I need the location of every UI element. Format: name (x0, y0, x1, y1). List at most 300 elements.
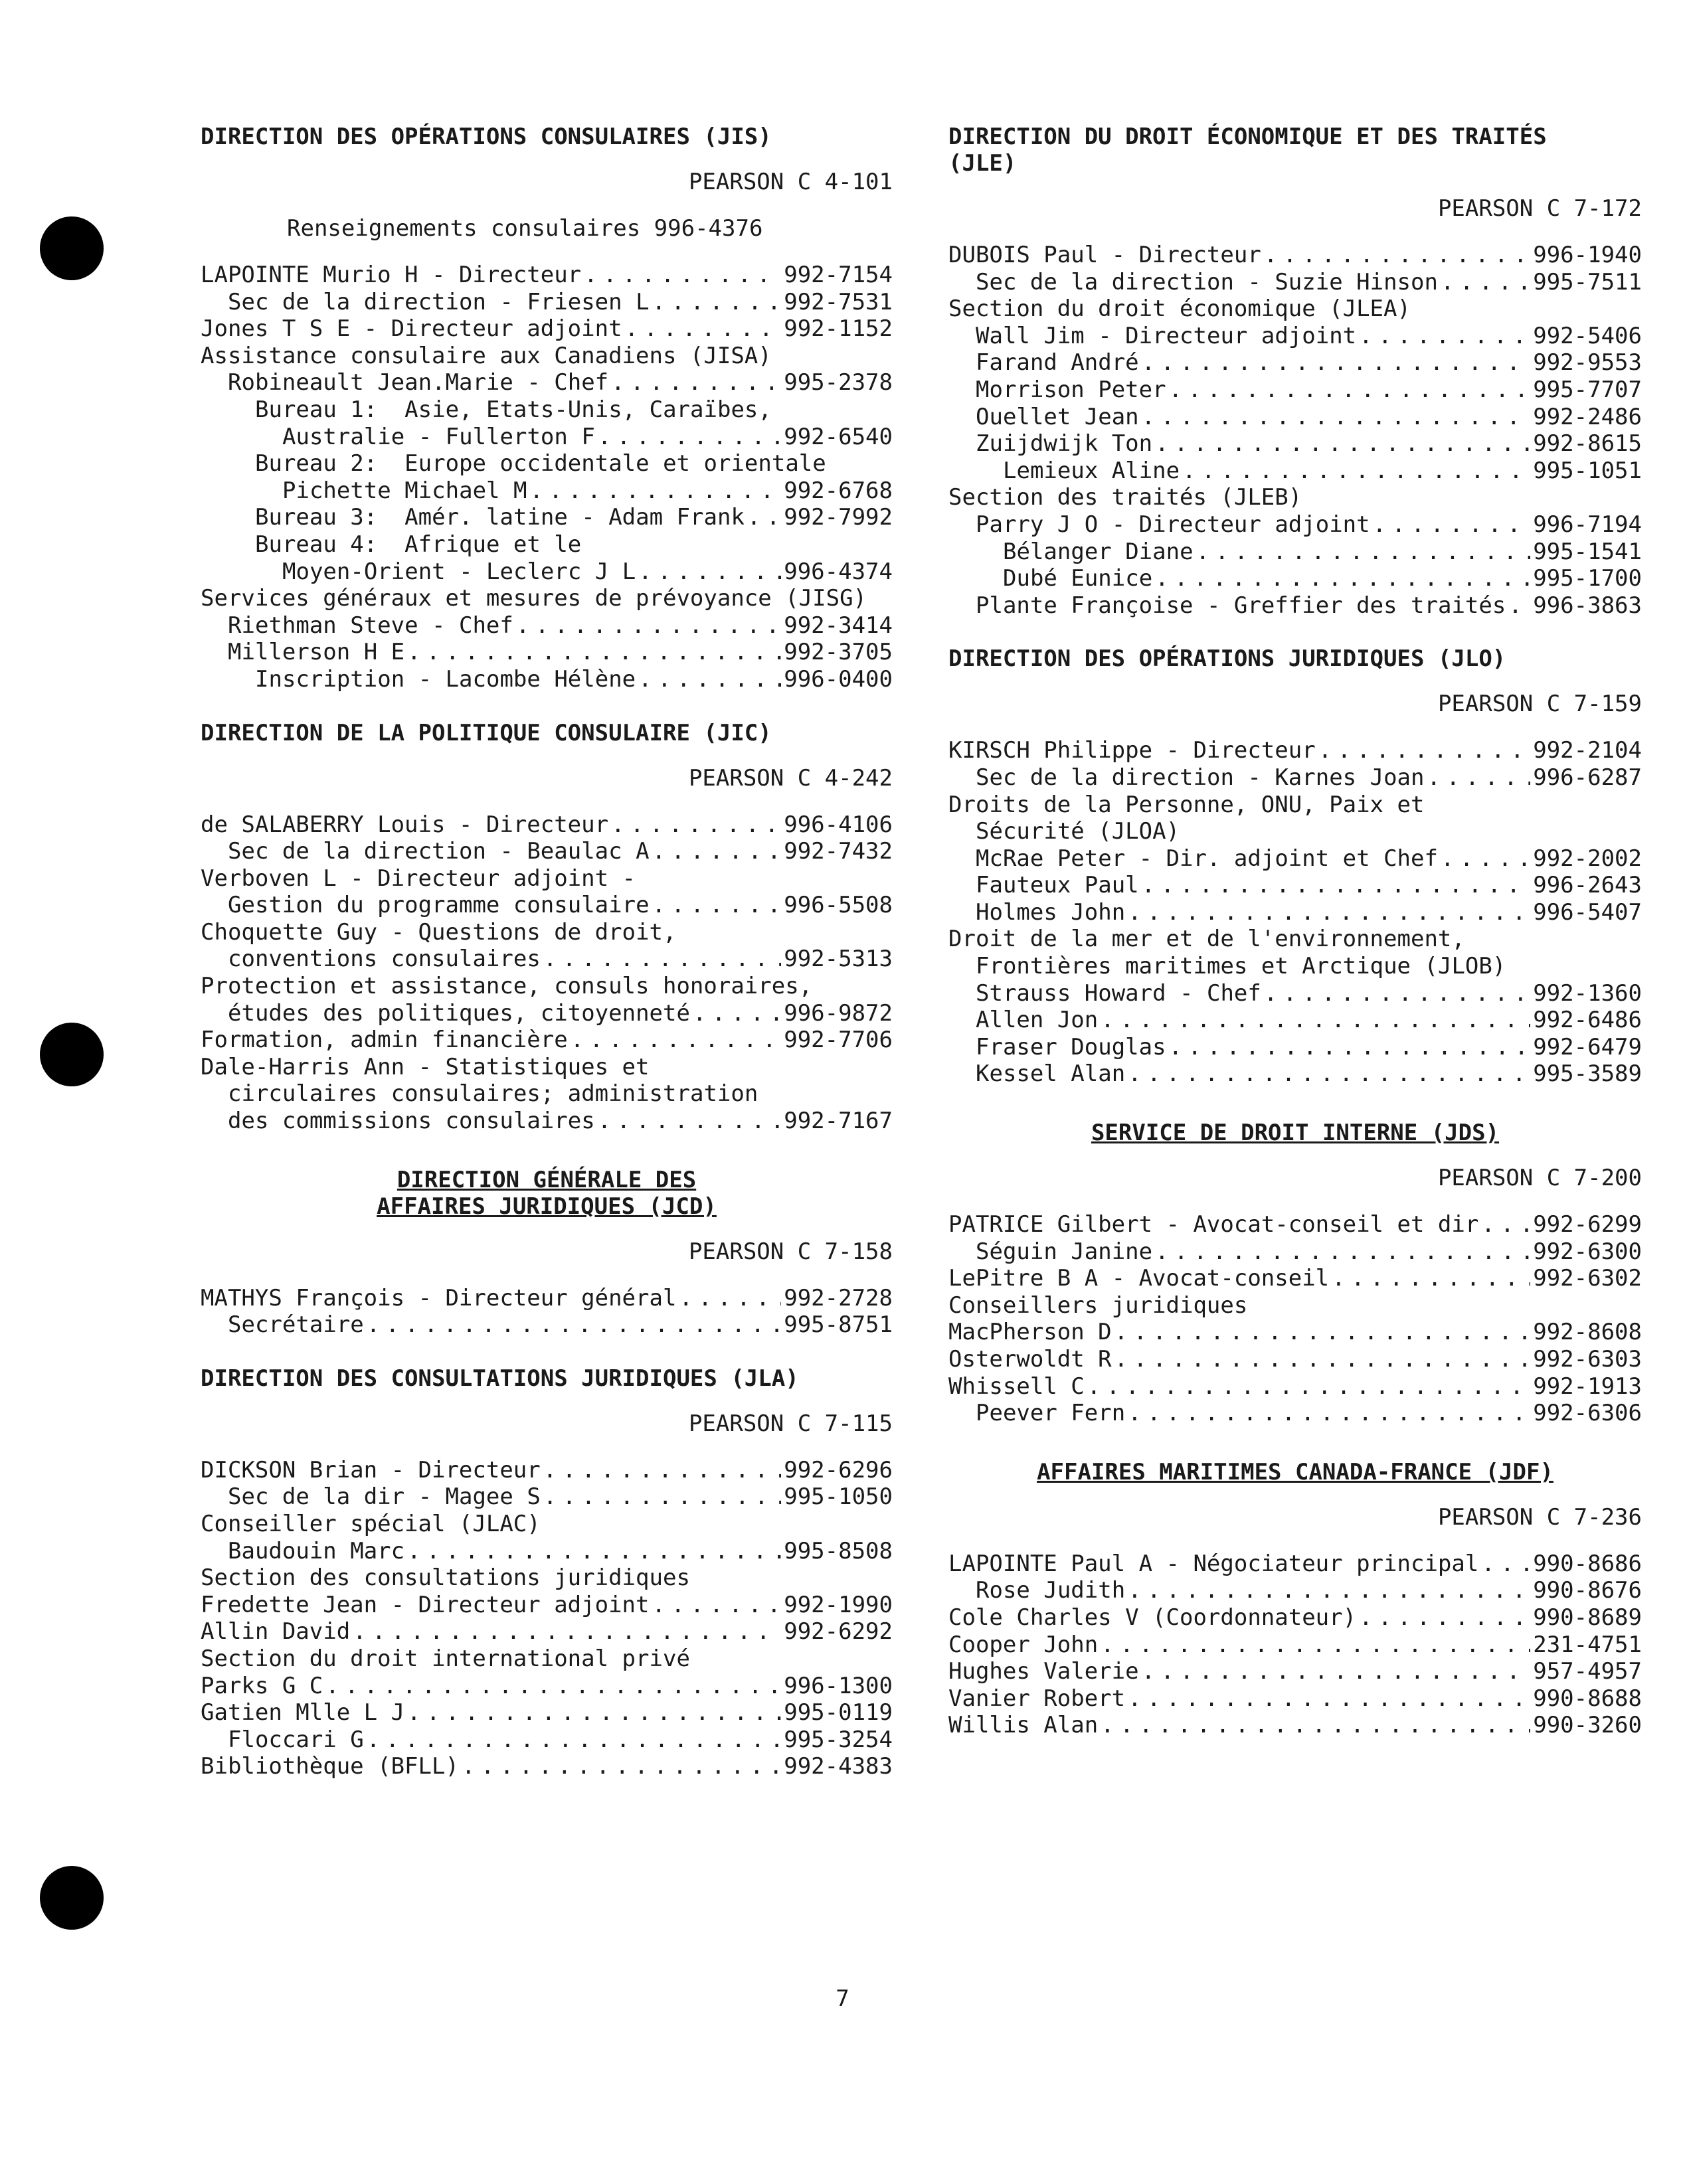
entry-name: Jones T S E - Directeur adjoint (201, 315, 622, 343)
dot-leader (1155, 565, 1530, 592)
phone-number: 996-5407 (1533, 898, 1642, 926)
dot-leader (1359, 1604, 1530, 1632)
dot-leader (516, 612, 781, 639)
phone-number: 996-4106 (784, 811, 893, 838)
directory-section (201, 720, 893, 1135)
directory-entry (201, 1311, 893, 1339)
dot-leader (1481, 1211, 1530, 1238)
directory-entry (948, 430, 1642, 458)
dot-leader (679, 1285, 781, 1312)
directory-entry (201, 1645, 893, 1673)
directory-entry (948, 1632, 1642, 1659)
entry-name: Protection et assistance, consuls honoraires, (201, 973, 813, 1000)
entry-name: Kessel Alan (976, 1060, 1126, 1088)
dot-leader (1114, 1346, 1531, 1373)
dot-leader (1481, 1551, 1530, 1578)
entry-name: Bélanger Diane (1003, 538, 1194, 565)
directory-entry (201, 1726, 893, 1754)
directory-entry (948, 242, 1642, 269)
entry-name: Section des traités (JLEB) (948, 484, 1302, 511)
phone-number: 990-3260 (1533, 1712, 1642, 1739)
phone-number: 992-6292 (784, 1618, 893, 1645)
entry-name: de SALABERRY Louis - Directeur (201, 811, 609, 838)
directory-entry (201, 477, 893, 505)
phone-number: 990-8686 (1533, 1550, 1642, 1577)
room-location: PEARSON C 4-101 (688, 169, 893, 195)
entry-name: Willis Alan (948, 1712, 1099, 1739)
directory-entry (948, 1551, 1642, 1578)
dot-leader (1101, 1632, 1530, 1659)
directory-entry (948, 484, 1642, 511)
entry-name: Cole Charles V (Coordonnateur) (948, 1604, 1357, 1631)
phone-number: 990-8676 (1533, 1577, 1642, 1604)
dot-leader (1169, 1034, 1531, 1061)
phone-number: 995-7511 (1533, 268, 1642, 295)
directory-entry (948, 1400, 1642, 1427)
entry-name: Choquette Guy - Questions de droit, (201, 918, 677, 946)
entry-name: Section des consultations juridiques (201, 1564, 690, 1592)
entry-name: Section du droit économique (JLEA) (948, 295, 1411, 323)
section-heading: DIRECTION DES OPÉRATIONS CONSULAIRES (JIS) (201, 124, 772, 150)
phone-number: 996-0400 (784, 665, 893, 693)
entry-name: Sec de la direction - Suzie Hinson (976, 268, 1438, 295)
entry-name: Gestion du programme consulaire (228, 892, 650, 919)
dot-leader (407, 1699, 781, 1726)
dot-leader (1142, 872, 1531, 899)
phone-number: 992-8615 (1533, 430, 1642, 458)
directory-entry (948, 737, 1642, 764)
room-location: PEARSON C 7-172 (1437, 195, 1642, 222)
phone-number: 992-7432 (784, 838, 893, 865)
phone-number: 995-7707 (1533, 376, 1642, 403)
section-heading-line: AFFAIRES MARITIMES CANADA-FRANCE (JDF) (1037, 1458, 1553, 1485)
entry-name: Floccari G (228, 1726, 364, 1753)
phone-number: 996-1940 (1533, 242, 1642, 268)
directory-entry (948, 377, 1642, 404)
entry-name: Parks G C (201, 1672, 323, 1699)
phone-number: 992-3705 (784, 639, 893, 666)
phone-number: 992-8608 (1533, 1319, 1642, 1346)
entry-name: Zuijdwijk Ton (976, 430, 1153, 458)
dot-leader (529, 477, 781, 505)
entry-name: des commissions consulaires (228, 1108, 595, 1135)
section-heading: DIRECTION DU DROIT ÉCONOMIQUE ET DES TRAITÉS (JLE) (948, 124, 1547, 177)
dot-leader (1169, 377, 1531, 404)
dot-leader (325, 1673, 781, 1700)
directory-entry (201, 504, 893, 531)
phone-number: 995-8751 (784, 1311, 893, 1339)
entry-name: études des politiques, citoyenneté (228, 999, 690, 1027)
directory-entry (201, 946, 893, 973)
directory-entry (201, 892, 893, 919)
dot-leader (1087, 1373, 1531, 1400)
dot-leader (1142, 404, 1531, 431)
phone-number: 992-9553 (1533, 349, 1642, 377)
phone-number: 992-1360 (1533, 979, 1642, 1007)
dot-leader (1373, 511, 1531, 539)
directory-entry (201, 450, 893, 477)
entry-name: LAPOINTE Murio H - Directeur (201, 262, 582, 288)
directory-entry (948, 349, 1642, 377)
entry-name: Holmes John (976, 898, 1126, 926)
directory-entry (948, 511, 1642, 539)
dot-leader (1182, 458, 1530, 485)
entry-name: Cooper John (948, 1631, 1099, 1658)
dot-leader (1155, 1238, 1530, 1266)
directory-entry (948, 953, 1642, 980)
directory-section (201, 1167, 893, 1339)
dot-leader (1128, 1400, 1530, 1427)
phone-number: 992-5313 (784, 946, 893, 973)
phone-number: 992-6479 (1533, 1033, 1642, 1060)
dot-leader (407, 639, 781, 666)
directory-entry (948, 1319, 1642, 1346)
dot-leader (1441, 845, 1530, 873)
directory-entry (201, 973, 893, 1000)
room-location: PEARSON C 7-159 (1437, 691, 1642, 718)
entry-name: Sec de la direction - Beaulac A (228, 838, 650, 865)
directory-entry (948, 792, 1642, 819)
directory-section (201, 124, 893, 693)
directory-entry (948, 458, 1642, 485)
phone-number: 992-1152 (784, 315, 893, 343)
entry-name: Droits de la Personne, ONU, Paix et (948, 791, 1425, 818)
dot-leader (543, 1483, 781, 1511)
entry-name: Allen Jon (976, 1007, 1099, 1034)
directory-entry (201, 865, 893, 892)
dot-leader (543, 946, 781, 973)
directory-entry (201, 396, 893, 424)
phone-number: 992-7167 (784, 1108, 893, 1135)
section-heading-line: DIRECTION GÉNÉRALE DES (397, 1166, 697, 1193)
directory-entry (201, 639, 893, 666)
entry-name: Dubé Eunice (1003, 565, 1153, 592)
entry-name: Séguin Janine (976, 1238, 1153, 1265)
phone-number: 995-2378 (784, 369, 893, 396)
phone-number: 992-6768 (784, 477, 893, 504)
directory-entry (201, 1457, 893, 1484)
directory-entry (948, 872, 1642, 899)
phone-number: 995-1051 (1533, 457, 1642, 484)
entry-name: Bureau 1: Asie, Etats-Unis, Caraïbes, (255, 396, 772, 423)
entry-name: MATHYS François - Directeur général (201, 1284, 677, 1311)
dot-leader (571, 1027, 782, 1054)
room-location: PEARSON C 7-200 (1437, 1165, 1642, 1192)
directory-entry (948, 1712, 1642, 1739)
directory-entry (201, 315, 893, 343)
directory-entry (948, 1265, 1642, 1292)
entry-name: Bureau 3: Amér. latine - Adam Frank (255, 504, 745, 531)
phone-number: 992-7706 (784, 1027, 893, 1054)
dot-leader (1508, 592, 1530, 620)
section-heading: DIRECTION DES OPÉRATIONS JURIDIQUES (JLO) (948, 645, 1506, 673)
entry-name: LePitre B A - Avocat-conseil (948, 1265, 1330, 1292)
directory-entry (948, 1658, 1642, 1685)
entry-name: Morrison Peter (976, 376, 1166, 403)
entry-name: Bibliothèque (BFLL) (201, 1753, 459, 1780)
room-location: PEARSON C 7-115 (688, 1410, 893, 1437)
directory-entry (948, 980, 1642, 1007)
entry-name: Millerson H E (228, 639, 405, 666)
phone-number: 992-6299 (1533, 1211, 1642, 1238)
room-location: PEARSON C 4-242 (688, 764, 893, 792)
entry-name: Secrétaire (228, 1311, 364, 1339)
entry-name: DUBOIS Paul - Directeur (948, 242, 1261, 268)
entry-name: Lemieux Aline (1003, 457, 1180, 484)
dot-leader (407, 1538, 781, 1565)
directory-entry (201, 1054, 893, 1081)
entry-name: Baudouin Marc (228, 1537, 405, 1564)
entry-name: LAPOINTE Paul A - Négociateur principal (948, 1550, 1479, 1577)
punch-hole-top (40, 216, 104, 280)
info-line: Renseignements consulaires 996-4376 (287, 215, 763, 242)
section-heading (948, 1120, 1642, 1146)
directory-entry (948, 269, 1642, 296)
entry-name: McRae Peter - Dir. adjoint et Chef (976, 845, 1438, 872)
dot-leader (367, 1311, 782, 1339)
page-number: 7 (836, 1985, 849, 2012)
dot-leader (1128, 1060, 1530, 1088)
entry-name: Plante Françoise - Greffier des traités (976, 592, 1506, 619)
phone-number: 992-3414 (784, 612, 893, 639)
phone-number: 992-2728 (784, 1284, 893, 1311)
directory-entry (948, 1373, 1642, 1400)
directory-entry (201, 1483, 893, 1511)
entry-name: Fraser Douglas (976, 1033, 1166, 1060)
section-heading: DIRECTION DE LA POLITIQUE CONSULAIRE (JIC) (201, 719, 772, 746)
entry-name: Wall Jim - Directeur adjoint (976, 322, 1357, 349)
dot-leader (747, 504, 781, 531)
phone-number: 995-1050 (784, 1483, 893, 1511)
directory-entry (201, 1564, 893, 1592)
phone-number: 995-8508 (784, 1537, 893, 1564)
directory-entry (948, 1292, 1642, 1319)
section-heading (201, 1167, 893, 1220)
phone-number: 992-6302 (1533, 1265, 1642, 1292)
phone-number: 992-7154 (784, 262, 893, 288)
dot-leader (1101, 1712, 1530, 1739)
entry-name: Strauss Howard - Chef (976, 979, 1261, 1007)
directory-entry (948, 1346, 1642, 1373)
phone-number: 996-2643 (1533, 872, 1642, 899)
entry-name: Droit de la mer et de l'environnement, (948, 926, 1465, 953)
directory-entry (201, 369, 893, 396)
entry-name: Conseillers juridiques (948, 1292, 1248, 1319)
phone-number: 992-7531 (784, 288, 893, 315)
entry-name: Australie - Fullerton F (282, 423, 595, 450)
dot-leader (625, 315, 782, 343)
dot-leader (1359, 323, 1530, 350)
entry-name: Whissell C (948, 1373, 1085, 1400)
entry-name: Ouellet Jean (976, 403, 1139, 430)
section-heading: DIRECTION DES CONSULTATIONS JURIDIQUES (JLA) (201, 1365, 799, 1392)
entry-name: Frontières maritimes et Arctique (JLOB) (976, 953, 1506, 980)
phone-number: 996-5508 (784, 892, 893, 919)
dot-leader (598, 1108, 782, 1135)
directory-entry (948, 845, 1642, 873)
directory-entry (948, 818, 1642, 845)
dot-leader (652, 1592, 782, 1619)
directory-entry (948, 565, 1642, 592)
entry-name: Sec de la direction - Karnes Joan (976, 764, 1425, 791)
phone-number: 996-1300 (784, 1672, 893, 1699)
phone-number: 996-9872 (784, 999, 893, 1027)
phone-number: 992-2002 (1533, 845, 1642, 872)
phone-number: 992-1990 (784, 1591, 893, 1618)
dot-leader (1128, 899, 1530, 926)
dot-leader (652, 892, 782, 919)
directory-entry (201, 1511, 893, 1538)
dot-leader (584, 262, 781, 289)
dot-leader (1142, 1658, 1531, 1685)
phone-number: 992-6306 (1533, 1400, 1642, 1427)
dot-leader (1318, 737, 1531, 764)
directory-entry (201, 1673, 893, 1700)
dot-leader (611, 369, 781, 396)
entry-name: Sécurité (JLOA) (976, 818, 1180, 845)
phone-number: 231-4751 (1533, 1631, 1642, 1658)
entry-name: Farand André (976, 349, 1139, 377)
directory-entry (201, 1108, 893, 1135)
directory-entry (948, 1604, 1642, 1632)
phone-number: 992-1913 (1533, 1373, 1642, 1400)
directory-entry (948, 1034, 1642, 1061)
entry-name: Hughes Valerie (948, 1658, 1139, 1685)
entry-name: Assistance consulaire aux Canadiens (JISA) (201, 342, 772, 369)
directory-entry (201, 1592, 893, 1619)
entry-name: Formation, admin financière (201, 1027, 568, 1054)
directory-entry (948, 899, 1642, 926)
directory-entry (948, 323, 1642, 350)
dot-leader (652, 289, 782, 316)
directory-entry (201, 811, 893, 839)
dot-leader (611, 811, 781, 839)
directory-entry (201, 1027, 893, 1054)
entry-name: Fauteux Paul (976, 872, 1139, 899)
entry-name: Allin David (201, 1618, 351, 1645)
entry-name: Parry J O - Directeur adjoint (976, 511, 1370, 538)
directory-entry (201, 531, 893, 558)
punch-hole-middle (40, 1023, 104, 1086)
dot-leader (1114, 1319, 1531, 1346)
directory-entry (201, 1699, 893, 1726)
entry-name: Services généraux et mesures de prévoyance (JISG) (201, 585, 867, 612)
directory-entry (948, 1577, 1642, 1604)
directory-entry (201, 1080, 893, 1108)
entry-name: Sec de la dir - Magee S (228, 1483, 541, 1511)
phone-number: 992-5406 (1533, 322, 1642, 349)
entry-name: Gatien Mlle L J (201, 1699, 405, 1726)
entry-name: DICKSON Brian - Directeur (201, 1456, 541, 1483)
dot-leader (1155, 430, 1530, 458)
dot-leader (1332, 1265, 1530, 1292)
directory-entry (201, 1538, 893, 1565)
phone-number: 990-8689 (1533, 1604, 1642, 1631)
entry-name: Pichette Michael M (282, 477, 527, 504)
entry-name: Osterwoldt R (948, 1346, 1112, 1373)
dot-leader (353, 1618, 781, 1645)
section-heading-line: SERVICE DE DROIT INTERNE (JDS) (1091, 1120, 1500, 1147)
directory-entry (201, 1753, 893, 1780)
punch-hole-bottom (40, 1866, 104, 1930)
dot-leader (1142, 349, 1531, 377)
entry-name: Bureau 4: Afrique et le (255, 531, 582, 558)
section-heading (948, 1459, 1642, 1485)
directory-entry (201, 1618, 893, 1645)
phone-number: 992-2486 (1533, 403, 1642, 430)
dot-leader (543, 1457, 781, 1484)
directory-section (201, 1365, 893, 1780)
directory-entry (948, 1238, 1642, 1266)
dot-leader (638, 666, 781, 693)
directory-entry (948, 1007, 1642, 1034)
entry-name: MacPherson D (948, 1319, 1112, 1346)
entry-name: Dale-Harris Ann - Statistiques et (201, 1053, 650, 1080)
entry-name: Robineault Jean.Marie - Chef (228, 369, 609, 396)
entry-name: Conseiller spécial (JLAC) (201, 1511, 541, 1537)
entry-name: KIRSCH Philippe - Directeur (948, 737, 1316, 764)
phone-number: 996-3863 (1533, 592, 1642, 619)
phone-number: 992-2104 (1533, 737, 1642, 764)
directory-entry (948, 764, 1642, 792)
dot-leader (367, 1726, 782, 1754)
dot-leader (1101, 1007, 1530, 1034)
dot-leader (1441, 269, 1530, 296)
entry-name: Section du droit international privé (201, 1645, 690, 1672)
directory-entry (948, 539, 1642, 566)
entry-name: Peever Fern (976, 1400, 1126, 1427)
directory-entry (948, 592, 1642, 620)
entry-name: Verboven L - Directeur adjoint - (201, 865, 636, 892)
phone-number: 995-3589 (1533, 1060, 1642, 1088)
phone-number: 990-8688 (1533, 1685, 1642, 1712)
phone-number: 995-0119 (784, 1699, 893, 1726)
phone-number: 995-3254 (784, 1726, 893, 1753)
entry-name: Rose Judith (976, 1577, 1126, 1604)
directory-entry (201, 424, 893, 451)
phone-number: 992-6296 (784, 1456, 893, 1483)
entry-name: Vanier Robert (948, 1685, 1126, 1712)
directory-entry (948, 295, 1642, 323)
directory-entry (201, 262, 893, 289)
directory-entry (948, 1060, 1642, 1088)
dot-leader (462, 1753, 781, 1780)
phone-number: 992-4383 (784, 1753, 893, 1780)
directory-entry (948, 404, 1642, 431)
directory-entry (948, 1685, 1642, 1713)
directory-entry (201, 919, 893, 946)
entry-name: Bureau 2: Europe occidentale et orientale (255, 450, 826, 477)
directory-entry (201, 1285, 893, 1312)
phone-number: 995-1700 (1533, 565, 1642, 592)
entry-name: Sec de la direction - Friesen L (228, 288, 650, 315)
directory-section (948, 1459, 1642, 1739)
phone-number: 995-1541 (1533, 538, 1642, 565)
directory-entry (201, 838, 893, 865)
entry-name: circulaires consulaires; administration (228, 1080, 758, 1108)
phone-number: 996-4374 (784, 558, 893, 585)
dot-leader (652, 838, 782, 865)
directory-section (948, 124, 1642, 619)
entry-name: Inscription - Lacombe Hélène (255, 665, 636, 693)
directory-entry (201, 666, 893, 693)
directory-entry (201, 612, 893, 639)
left-column (201, 124, 893, 1807)
directory-entry (201, 558, 893, 586)
entry-name: PATRICE Gilbert - Avocat-conseil et dir (948, 1211, 1479, 1238)
entry-name: Moyen-Orient - Leclerc J L (282, 558, 636, 585)
dot-leader (1264, 242, 1530, 269)
